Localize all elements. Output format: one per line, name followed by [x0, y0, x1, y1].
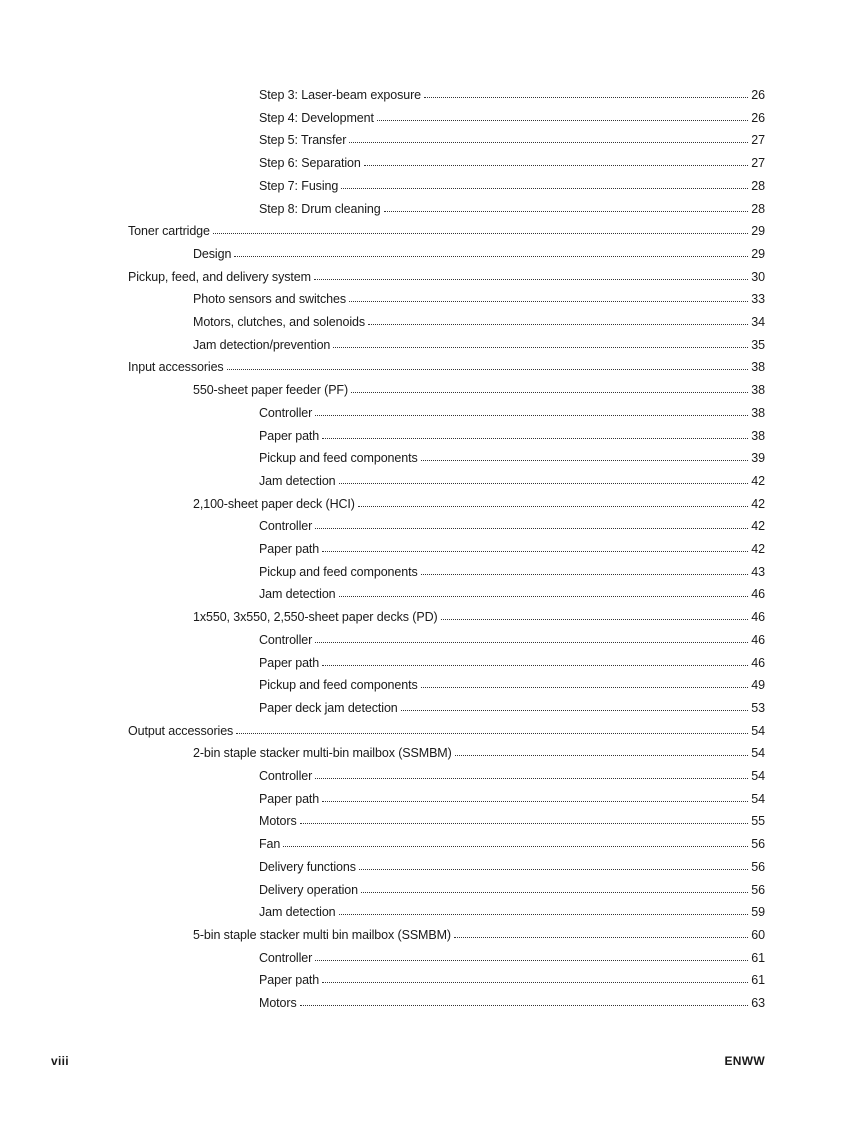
- toc-entry-page: 55: [751, 814, 765, 829]
- toc-entry-page: 61: [751, 950, 765, 965]
- toc-dot-leader: [339, 913, 749, 915]
- toc-entry-page: 27: [751, 133, 765, 148]
- toc-entry-title: 2,100-sheet paper deck (HCI): [193, 496, 355, 511]
- toc-dot-leader: [234, 255, 748, 257]
- toc-entry[interactable]: [193, 742, 765, 764]
- toc-entry[interactable]: [259, 107, 765, 129]
- toc-entry[interactable]: [193, 334, 765, 356]
- toc-entry[interactable]: [259, 947, 765, 969]
- toc-entry-title: Paper path: [259, 973, 320, 988]
- toc-entry[interactable]: [259, 856, 765, 878]
- toc-entry[interactable]: [259, 629, 765, 651]
- toc-entry[interactable]: [193, 606, 765, 628]
- toc-entry-title: Output accessories: [128, 723, 234, 738]
- toc-dot-leader: [315, 527, 748, 529]
- toc-entry-page: 30: [751, 269, 765, 284]
- toc-entry-title: Step 5: Transfer: [259, 133, 347, 148]
- toc-entry-title: Motors: [259, 996, 297, 1010]
- toc-entry-title: Controller: [259, 632, 313, 647]
- toc-dot-leader: [322, 981, 748, 983]
- toc-entry-title: Design: [193, 246, 232, 261]
- toc-entry-title: Pickup and feed components: [259, 451, 418, 466]
- toc-dot-leader: [441, 618, 749, 620]
- toc-entry-title: Paper path: [259, 428, 320, 443]
- toc-entry-title: Delivery operation: [259, 882, 358, 897]
- toc-entry[interactable]: [193, 311, 765, 333]
- toc-entry-title: Motors: [259, 814, 297, 829]
- toc-entry[interactable]: [259, 765, 765, 787]
- toc-entry-page: 59: [751, 905, 765, 920]
- toc-entry[interactable]: [259, 901, 765, 923]
- toc-entry-page: 54: [751, 791, 765, 806]
- toc-dot-leader: [300, 822, 749, 824]
- toc-dot-leader: [361, 891, 748, 893]
- page-footer: [51, 1054, 765, 1068]
- toc-entry-title: Jam detection: [259, 473, 336, 488]
- toc-dot-leader: [455, 754, 749, 756]
- toc-entry-title: Pickup and feed components: [259, 678, 418, 693]
- toc-entry-page: 38: [751, 383, 765, 398]
- toc-entry-page: 27: [751, 156, 765, 171]
- toc-entry-page: 28: [751, 178, 765, 193]
- toc-entry[interactable]: [259, 969, 765, 991]
- toc-dot-leader: [359, 868, 748, 870]
- toc-dot-leader: [322, 800, 748, 802]
- toc-entry-page: 42: [751, 473, 765, 488]
- toc-entry-title: Controller: [259, 405, 313, 420]
- toc-entry-page: 26: [751, 88, 765, 102]
- toc-entry[interactable]: [259, 788, 765, 810]
- toc-entry[interactable]: [259, 470, 765, 492]
- toc-entry-title: Controller: [259, 950, 313, 965]
- toc-dot-leader: [421, 573, 749, 575]
- toc-dot-leader: [315, 777, 748, 779]
- toc-entry-title: Paper path: [259, 542, 320, 556]
- toc-entry-page: 38: [751, 428, 765, 443]
- toc-entry-title: 1x550, 3x550, 2,550-sheet paper decks (PD): [193, 610, 438, 625]
- toc-entry-page: 38: [751, 360, 765, 375]
- toc-entry-title: Delivery functions: [259, 859, 356, 874]
- toc-entry[interactable]: [193, 493, 765, 515]
- toc-dot-leader: [315, 959, 748, 961]
- toc-entry-title: Input accessories: [128, 360, 224, 375]
- toc-entry[interactable]: [259, 652, 765, 674]
- toc-entry-title: Step 3: Laser-beam exposure: [259, 88, 421, 102]
- toc-dot-leader: [227, 368, 749, 370]
- toc-entry[interactable]: [128, 220, 765, 242]
- toc-entry[interactable]: [193, 379, 765, 401]
- toc-entry-page: 26: [751, 110, 765, 125]
- footer-page-number: viii: [51, 1054, 69, 1068]
- toc-entry-page: 53: [751, 700, 765, 715]
- toc-entry-title: Controller: [259, 769, 313, 783]
- toc-dot-leader: [421, 459, 749, 461]
- toc-entry-page: 61: [751, 973, 765, 988]
- toc-entry[interactable]: [259, 198, 765, 220]
- toc-dot-leader: [333, 346, 748, 348]
- toc-entry-page: 60: [751, 927, 765, 942]
- toc-entry-title: Step 7: Fusing: [259, 178, 339, 193]
- toc-entry-title: Paper path: [259, 655, 320, 670]
- toc-entry-title: Jam detection: [259, 905, 336, 920]
- toc-dot-leader: [351, 391, 748, 393]
- toc-dot-leader: [236, 732, 748, 734]
- toc-dot-leader: [384, 210, 749, 212]
- toc-dot-leader: [213, 232, 748, 234]
- toc-dot-leader: [364, 164, 749, 166]
- toc-dot-leader: [339, 595, 749, 597]
- toc-entry[interactable]: [259, 561, 765, 583]
- toc-entry-title: Photo sensors and switches: [193, 292, 347, 307]
- toc-entry-page: 56: [751, 859, 765, 874]
- toc-dot-leader: [315, 641, 748, 643]
- toc-entry-title: Step 6: Separation: [259, 156, 361, 171]
- toc-entry-page: 46: [751, 632, 765, 647]
- toc-entry-title: Pickup, feed, and delivery system: [128, 269, 311, 284]
- toc-entry[interactable]: [259, 515, 765, 537]
- toc-dot-leader: [322, 550, 748, 552]
- toc-dot-leader: [368, 323, 748, 325]
- toc-entry[interactable]: [259, 402, 765, 424]
- toc-dot-leader: [314, 278, 748, 280]
- toc-entry[interactable]: [259, 447, 765, 469]
- toc-entry-title: Controller: [259, 519, 313, 534]
- toc-dot-leader: [339, 482, 749, 484]
- toc-entry-page: 42: [751, 519, 765, 534]
- toc-entry-page: 42: [751, 496, 765, 511]
- toc-entry-page: 54: [751, 746, 765, 761]
- toc-dot-leader: [349, 300, 748, 302]
- toc-dot-leader: [322, 437, 748, 439]
- toc-entry-page: 35: [751, 337, 765, 352]
- toc-entry[interactable]: [259, 84, 765, 106]
- toc-entry-title: Jam detection: [259, 587, 336, 602]
- toc-entry[interactable]: [193, 288, 765, 310]
- toc-dot-leader: [358, 505, 748, 507]
- toc-entry-page: 46: [751, 587, 765, 602]
- toc-entry-title: Pickup and feed components: [259, 564, 418, 579]
- toc-entry-title: Fan: [259, 837, 281, 852]
- toc-dot-leader: [322, 664, 748, 666]
- toc-entry-page: 46: [751, 610, 765, 625]
- toc-entry-title: Step 4: Development: [259, 110, 374, 125]
- toc-entry-page: 29: [751, 224, 765, 239]
- toc-entry[interactable]: [128, 266, 765, 288]
- toc-entry-title: Paper deck jam detection: [259, 700, 398, 715]
- toc-entry-page: 56: [751, 837, 765, 852]
- toc-entry-page: 54: [751, 723, 765, 738]
- toc-entry[interactable]: [259, 152, 765, 174]
- toc-entry-page: 28: [751, 201, 765, 216]
- toc-entry-title: Toner cartridge: [128, 224, 210, 239]
- toc-dot-leader: [454, 936, 748, 938]
- toc-entry[interactable]: [259, 674, 765, 696]
- toc-entry[interactable]: [259, 425, 765, 447]
- toc-entry[interactable]: [259, 175, 765, 197]
- toc-entry-title: Paper path: [259, 791, 320, 806]
- toc-dot-leader: [424, 96, 748, 98]
- toc-entry[interactable]: [128, 720, 765, 742]
- toc-entry-title: Jam detection/prevention: [193, 337, 331, 352]
- toc-entry-page: 46: [751, 655, 765, 670]
- toc-entry[interactable]: [259, 833, 765, 855]
- toc-entry[interactable]: [128, 356, 765, 378]
- toc-entry-page: 56: [751, 882, 765, 897]
- toc-dot-leader: [300, 1004, 749, 1006]
- toc-entry-page: 54: [751, 769, 765, 783]
- toc-dot-leader: [341, 187, 748, 189]
- toc-dot-leader: [377, 119, 748, 121]
- toc-entry-page: 29: [751, 246, 765, 261]
- toc-entry-page: 33: [751, 292, 765, 307]
- toc-entry[interactable]: [259, 879, 765, 901]
- toc-entry-page: 49: [751, 678, 765, 693]
- toc-entry-title: Motors, clutches, and solenoids: [193, 315, 365, 329]
- toc-dot-leader: [349, 141, 748, 143]
- toc-entry-title: 550-sheet paper feeder (PF): [193, 383, 349, 398]
- toc-dot-leader: [401, 709, 749, 711]
- toc-entry-page: 38: [751, 405, 765, 420]
- toc-entry[interactable]: [259, 583, 765, 605]
- toc-entry[interactable]: [259, 810, 765, 832]
- toc-dot-leader: [283, 845, 748, 847]
- toc-entry-page: 34: [751, 315, 765, 329]
- toc-entry-page: 42: [751, 542, 765, 556]
- toc-entry-title: 5-bin staple stacker multi bin mailbox (SSMBM): [193, 927, 451, 942]
- toc-entry[interactable]: [259, 992, 765, 1014]
- toc-entry[interactable]: [259, 697, 765, 719]
- toc-entry[interactable]: [259, 129, 765, 151]
- footer-doc-id: ENWW: [724, 1054, 765, 1068]
- toc-entry[interactable]: [193, 243, 765, 265]
- toc-entry-page: 63: [751, 996, 765, 1010]
- toc-entry-page: 39: [751, 451, 765, 466]
- toc-entry-page: 43: [751, 564, 765, 579]
- toc-entry-title: 2-bin staple stacker multi-bin mailbox (SSMBM): [193, 746, 452, 761]
- toc-dot-leader: [421, 686, 749, 688]
- toc-entry[interactable]: [193, 924, 765, 946]
- toc-dot-leader: [315, 414, 748, 416]
- toc-entry-title: Step 8: Drum cleaning: [259, 201, 381, 216]
- toc-entry[interactable]: [259, 538, 765, 560]
